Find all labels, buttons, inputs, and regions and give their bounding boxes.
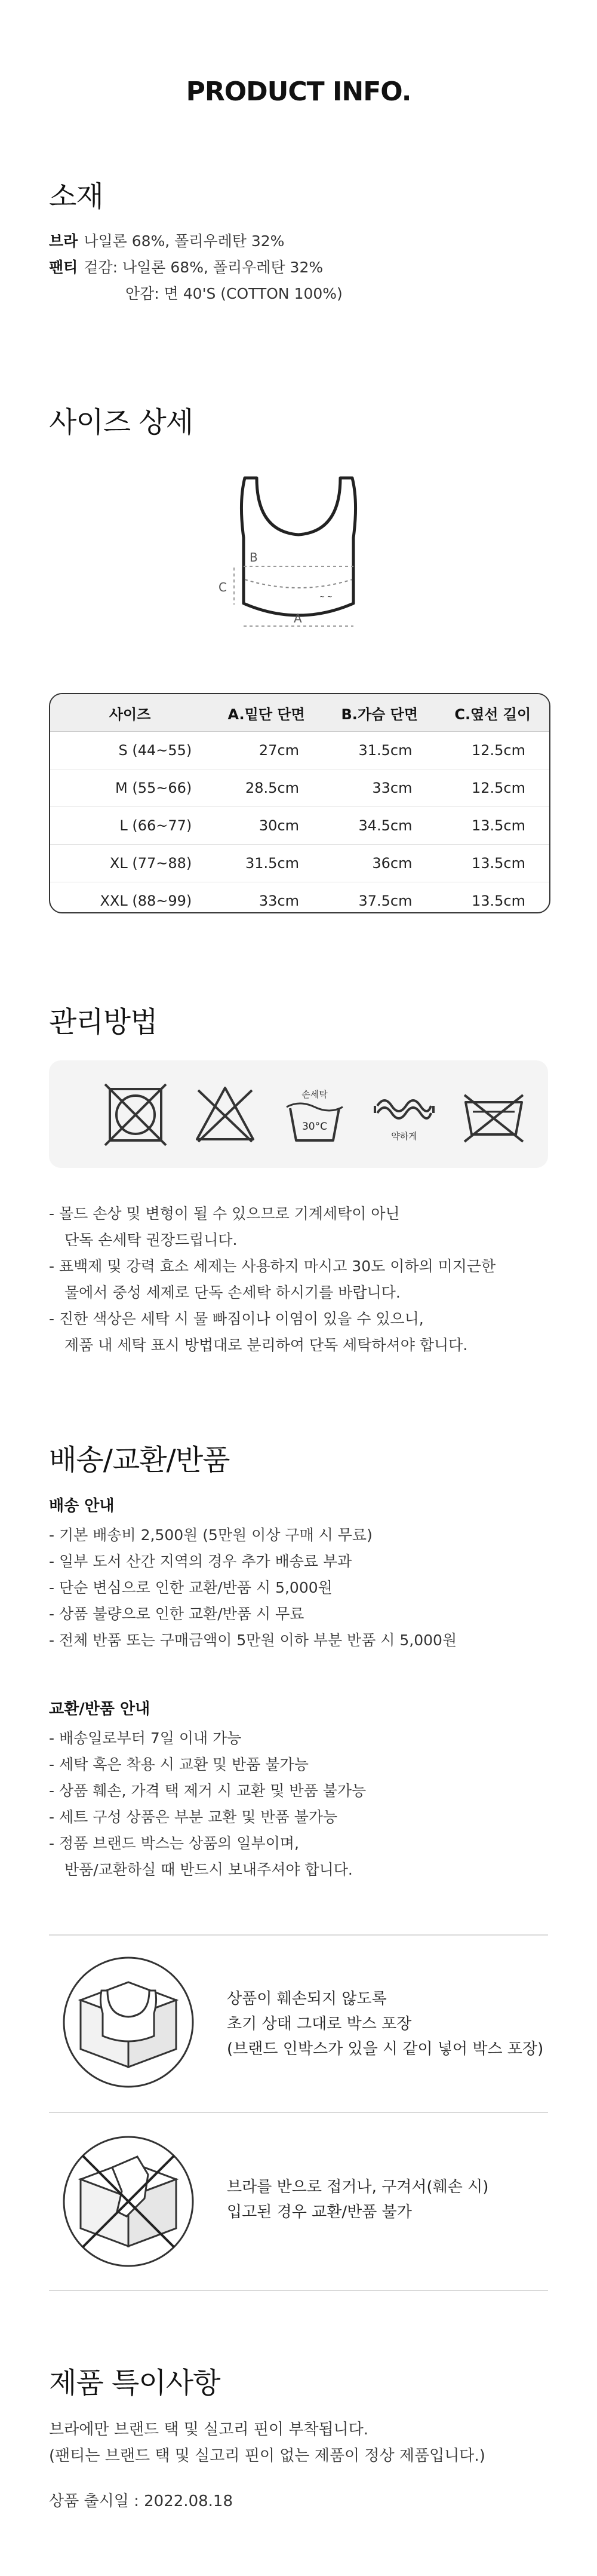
table-header: A.밑단 단면 <box>210 694 323 732</box>
wring-weak-icon <box>371 1082 437 1148</box>
list-item: - 세탁 혹은 착용 시 교환 및 반품 불가능 <box>49 1756 309 1773</box>
list-item: - 전체 반품 또는 구매금액이 5만원 이하 부분 반품 시 5,000원 <box>49 1632 457 1649</box>
table-cell: XL (77~88) <box>50 845 210 882</box>
table-cell: 33cm <box>210 882 323 914</box>
divider <box>49 2290 548 2291</box>
table-cell: 30cm <box>210 807 323 845</box>
table-row <box>50 807 549 845</box>
table-cell: 31.5cm <box>323 732 436 769</box>
table-row <box>50 769 549 807</box>
packaging-ok-line: 상품이 훼손되지 않도록 <box>227 1990 387 2008</box>
material-key: 브라 <box>49 232 78 250</box>
exchange-list <box>49 1725 366 1883</box>
special-note-line: (팬티는 브랜드 택 및 실고리 핀이 없는 제품이 정상 제품입니다.) <box>49 2447 485 2465</box>
page-title: PRODUCT INFO. <box>186 76 411 107</box>
wring-label: 약하게 <box>391 1131 417 1142</box>
table-row <box>50 845 549 882</box>
divider <box>49 2112 548 2113</box>
size-heading: 사이즈 상세 <box>49 406 193 439</box>
table-header-row <box>50 694 549 732</box>
list-item: - 기본 배송비 2,500원 (5만원 이상 구매 시 무료) <box>49 1526 373 1544</box>
table-cell: L (66~77) <box>50 807 210 845</box>
hand-wash-label: 손세탁 <box>301 1089 328 1100</box>
table-cell: 31.5cm <box>210 845 323 882</box>
divider <box>49 1934 548 1936</box>
delivery-title: 배송 안내 <box>49 1497 115 1515</box>
material-row-lining <box>49 282 343 306</box>
table-cell: 34.5cm <box>323 807 436 845</box>
bra-logo-mark: ~ ~ <box>319 593 333 600</box>
table-row <box>50 882 549 914</box>
table-cell: S (44~55) <box>50 732 210 769</box>
table-cell: 33cm <box>323 769 436 807</box>
table-cell: 13.5cm <box>436 882 550 914</box>
size-table <box>49 693 550 913</box>
list-item: - 세트 구성 상품은 부분 교환 및 반품 불가능 <box>49 1808 338 1826</box>
care-notes <box>49 1201 496 1358</box>
exchange-title: 교환/반품 안내 <box>49 1700 150 1718</box>
table-cell: 13.5cm <box>436 845 550 882</box>
packaging-ok-text <box>227 1986 543 2062</box>
table-cell: 13.5cm <box>436 807 550 845</box>
special-notes <box>49 2416 485 2469</box>
shipping-heading: 배송/교환/반품 <box>49 1443 230 1477</box>
list-item: 반품/교환하실 때 반드시 보내주셔야 합니다. <box>64 1861 353 1878</box>
care-note-line: - 몰드 손상 및 변형이 될 수 있으므로 기계세탁이 아닌 <box>49 1205 400 1222</box>
material-row-panty <box>49 256 323 280</box>
table-cell: M (55~66) <box>50 769 210 807</box>
list-item: - 단순 변심으로 인한 교환/반품 시 5,000원 <box>49 1579 333 1596</box>
table-header: C.옆선 길이 <box>436 694 550 732</box>
size-diagram <box>197 466 400 671</box>
hand-wash-icon <box>282 1082 347 1148</box>
care-note-line: - 표백제 및 강력 효소 세제는 사용하지 마시고 30도 이하의 미지근한 <box>49 1258 496 1275</box>
care-icons-box <box>49 1060 548 1168</box>
packaging-ng-text <box>227 2175 488 2225</box>
packaging-ok-line: (브랜드 인박스가 있을 시 같이 넣어 박스 포장) <box>227 2040 544 2058</box>
delivery-list <box>49 1522 457 1654</box>
release-date: 상품 출시일 : 2022.08.18 <box>49 2492 233 2510</box>
care-heading: 관리방법 <box>49 1005 158 1039</box>
material-heading: 소재 <box>49 180 103 213</box>
table-header: 사이즈 <box>50 694 210 732</box>
table-header: B.가슴 단면 <box>323 694 436 732</box>
table-cell: 28.5cm <box>210 769 323 807</box>
packaging-ok-icon <box>60 1954 197 2091</box>
bra-outline <box>241 478 355 615</box>
dim-label-b: B <box>250 550 258 565</box>
packaging-ok-line: 초기 상태 그대로 박스 포장 <box>227 2015 412 2033</box>
care-note-line: 물에서 중성 세제로 단독 손세탁 하시기를 바랍니다. <box>64 1284 401 1301</box>
table-cell: XXL (88~99) <box>50 882 210 914</box>
wash-temp-label: 30°C <box>301 1121 328 1133</box>
list-item: - 상품 불량으로 인한 교환/반품 시 무료 <box>49 1605 304 1623</box>
material-key: 팬티 <box>49 259 78 276</box>
list-item: - 배송일로부터 7일 이내 가능 <box>49 1729 242 1747</box>
material-row-bra <box>49 229 284 253</box>
table-cell: 36cm <box>323 845 436 882</box>
care-note-line: 제품 내 세탁 표시 방법대로 분리하여 단독 세탁하셔야 합니다. <box>64 1336 468 1354</box>
list-item: - 정품 브랜드 박스는 상품의 일부이며, <box>49 1835 299 1852</box>
no-tumble-dry-icon <box>461 1082 527 1148</box>
list-item: - 일부 도서 산간 지역의 경우 추가 배송료 부과 <box>49 1553 352 1570</box>
special-heading: 제품 특이사항 <box>49 2366 220 2400</box>
table-cell: 12.5cm <box>436 732 550 769</box>
material-value: 겉감: 나일론 68%, 폴리우레탄 32% <box>84 259 324 276</box>
no-machine-wash-icon <box>103 1082 168 1148</box>
special-note-line: 브라에만 브랜드 택 및 실고리 핀이 부착됩니다. <box>49 2421 369 2439</box>
list-item: - 상품 훼손, 가격 택 제거 시 교환 및 반품 불가능 <box>49 1782 367 1799</box>
material-value: 나일론 68%, 폴리우레탄 32% <box>84 232 285 250</box>
table-row <box>50 732 549 769</box>
table-cell: 37.5cm <box>323 882 436 914</box>
no-bleach-icon <box>192 1082 258 1148</box>
dim-label-c: C <box>219 580 227 594</box>
material-value: 안감: 면 40'S (COTTON 100%) <box>125 285 343 302</box>
packaging-ng-line: 브라를 반으로 접거나, 구겨서(훼손 시) <box>227 2178 489 2196</box>
packaging-ng-icon <box>60 2133 197 2270</box>
table-cell: 27cm <box>210 732 323 769</box>
packaging-ng-line: 입고된 경우 교환/반품 불가 <box>227 2203 412 2221</box>
dim-label-a: A <box>294 611 302 625</box>
care-note-line: - 진한 색상은 세탁 시 물 빠짐이나 이염이 있을 수 있으니, <box>49 1310 424 1327</box>
care-note-line: 단독 손세탁 권장드립니다. <box>64 1231 238 1249</box>
table-cell: 12.5cm <box>436 769 550 807</box>
